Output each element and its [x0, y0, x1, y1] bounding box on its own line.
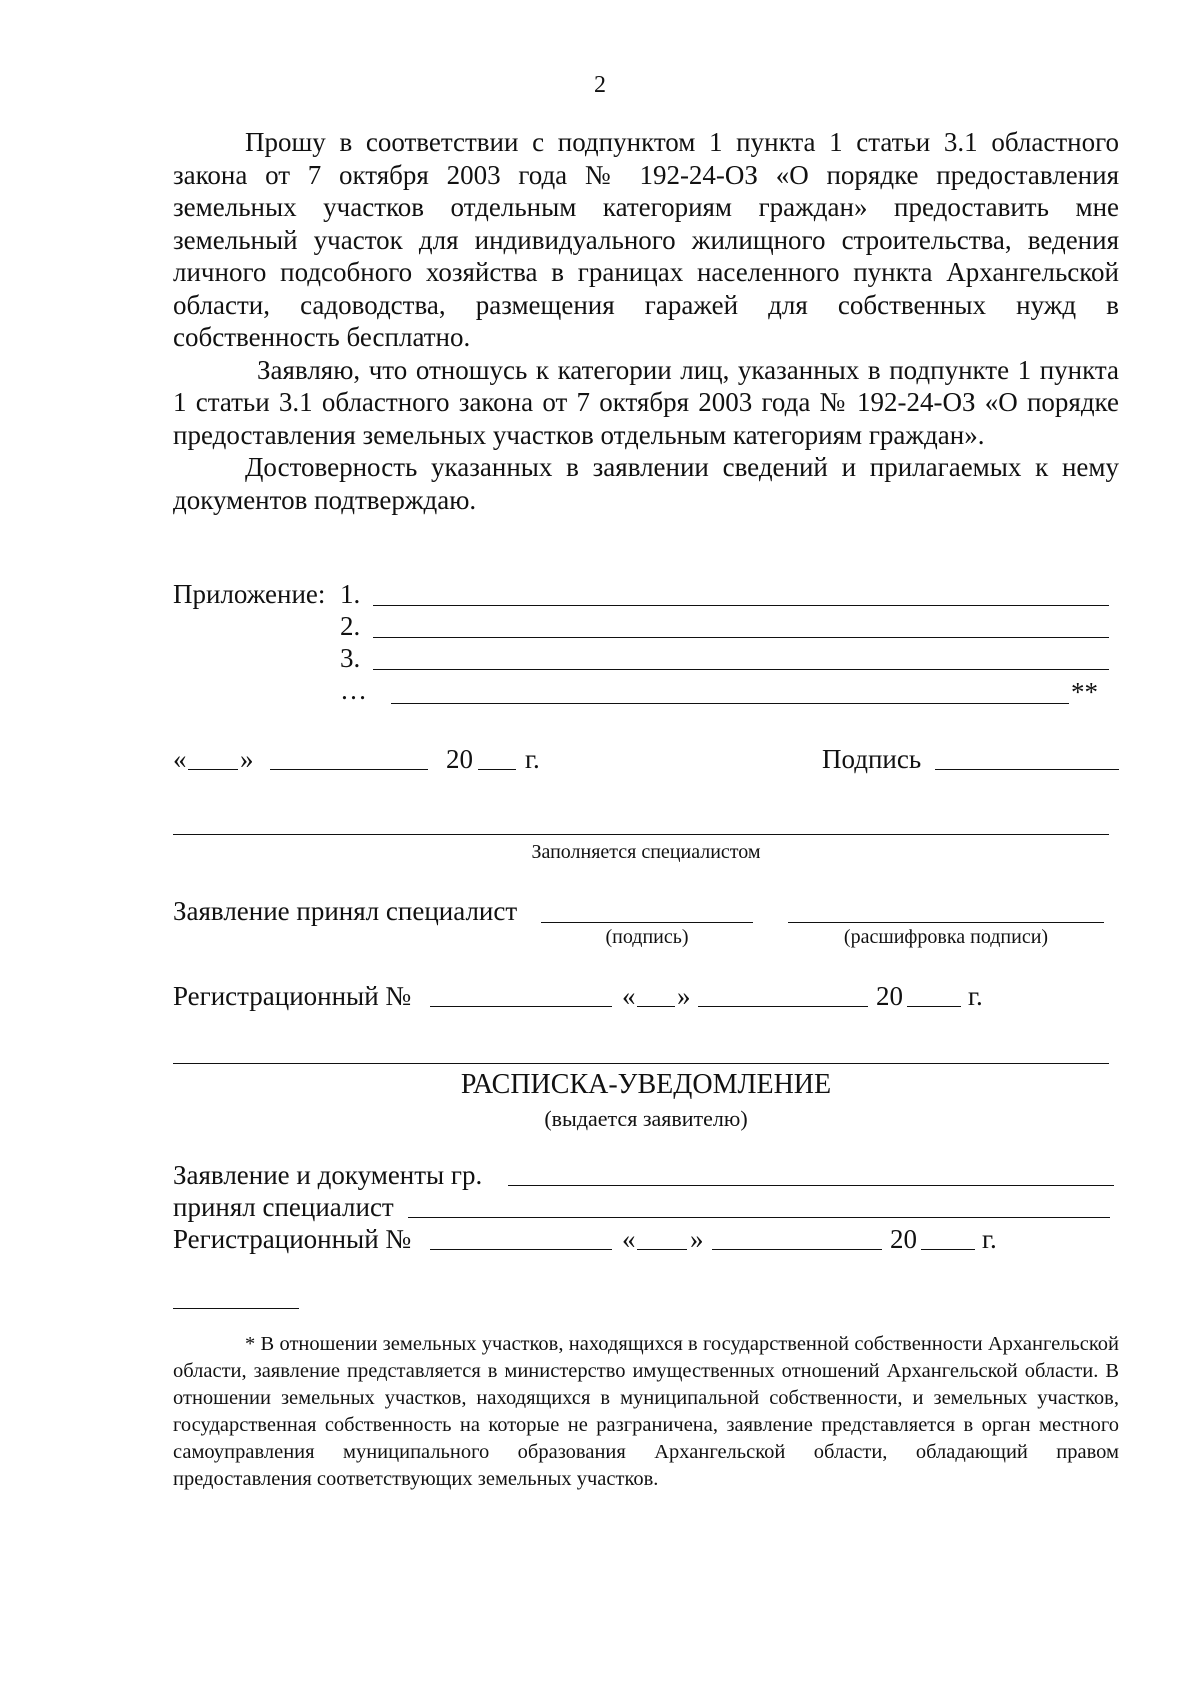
- date-day-field[interactable]: [188, 769, 238, 770]
- specialist-reg-label: Регистрационный №: [173, 981, 412, 1011]
- attachment-footnote-mark: **: [1071, 677, 1098, 707]
- footnote-separator: [173, 1308, 299, 1309]
- date-month-field[interactable]: [270, 769, 428, 770]
- attachment-field-more[interactable]: [391, 703, 1069, 704]
- attachment-field-2[interactable]: [373, 637, 1109, 638]
- decoding-caption: (расшифровка подписи): [843, 926, 1049, 948]
- signature-field[interactable]: [935, 769, 1119, 770]
- specialist-year-field[interactable]: [907, 1006, 961, 1007]
- specialist-date-open-quote: «: [622, 981, 636, 1011]
- attachment-number: 1.: [340, 579, 361, 609]
- receipt-date-month-field[interactable]: [712, 1249, 882, 1250]
- receipt-specialist-field[interactable]: [408, 1217, 1110, 1218]
- receipt-subtitle: (выдается заявителю): [544, 1106, 748, 1131]
- specialist-year-prefix: 20: [876, 981, 903, 1011]
- specialist-year-suffix: г.: [968, 981, 983, 1011]
- paragraph-declare: Заявляю, что отношусь к категории лиц, указанных в подпункте 1 пункта 1 статьи 3.1 областного закона от 7 октября 2003 года № 192-24-ОЗ «О порядке предоставления земельных участков отдельным категориям граждан».: [173, 354, 1119, 450]
- footnote-text: * В отношении земельных участков, находящихся в государственной собственности Архангельской области, заявление представляется в министерство имущественных отношений Архангельской области. В отношении земельных участков, находящихся в муниципальной собственности, и земельных участков, государственная собственность на которые не разграничена, заявление представляется в орган местного самоуправления муниципального образования Архангельской области, обладающий правом предоставления соответствующих земельных участков.: [173, 1333, 1119, 1490]
- specialist-decoding-field[interactable]: [788, 922, 1104, 923]
- date-close-quote: »: [240, 744, 254, 774]
- attachment-number: 3.: [340, 643, 361, 673]
- section-divider: [173, 834, 1109, 835]
- attachment-field-3[interactable]: [373, 669, 1109, 670]
- date-open-quote: «: [173, 744, 187, 774]
- attachment-field-1[interactable]: [373, 605, 1109, 606]
- receipt-date-day-field[interactable]: [637, 1249, 687, 1250]
- specialist-date-day-field[interactable]: [637, 1006, 675, 1007]
- receipt-applicant-field[interactable]: [508, 1185, 1114, 1186]
- date-year-field[interactable]: [478, 769, 516, 770]
- receipt-year-field[interactable]: [921, 1249, 975, 1250]
- attachment-number: 2.: [340, 611, 361, 641]
- receipt-accepted-label: принял специалист: [173, 1192, 394, 1222]
- section-divider: [173, 1063, 1109, 1064]
- body-text: [173, 126, 1119, 516]
- signature-caption: (подпись): [605, 926, 689, 948]
- attachments-label: Приложение:: [173, 579, 326, 609]
- page-number: 2: [594, 72, 606, 98]
- receipt-docs-label: Заявление и документы гр.: [173, 1160, 483, 1190]
- receipt-reg-number-field[interactable]: [430, 1249, 612, 1250]
- date-year-prefix: 20: [446, 744, 473, 774]
- signature-label: Подпись: [822, 744, 922, 774]
- paragraph-request: Прошу в соответствии с подпунктом 1 пункта 1 статьи 3.1 областного закона от 7 октября 2003 года № 192-24-ОЗ «О порядке предоставления земельных участков отдельным категориям граждан» предоставить мне земельный участок для индивидуального жилищного строительства, ведения личного подсобного хозяйства в границах населенного пункта Архангельской области, садоводства, размещения гаражей для собственных нужд в собственность бесплатно.: [173, 127, 1119, 352]
- receipt-year-suffix: г.: [982, 1224, 997, 1254]
- receipt-year-prefix: 20: [890, 1224, 917, 1254]
- receipt-date-open-quote: «: [622, 1224, 636, 1254]
- paragraph-confirm: Достоверность указанных в заявлении сведений и прилагаемых к нему документов подтверждаю.: [173, 452, 1119, 515]
- attachment-number: …: [340, 675, 367, 705]
- receipt-date-close-quote: »: [690, 1224, 704, 1254]
- receipt-title: РАСПИСКА-УВЕДОМЛЕНИЕ: [460, 1069, 832, 1100]
- specialist-signature-field[interactable]: [541, 922, 753, 923]
- specialist-date-close-quote: »: [677, 981, 691, 1011]
- date-year-suffix: г.: [525, 744, 540, 774]
- specialist-caption: Заполняется специалистом: [531, 841, 761, 863]
- receipt-reg-label: Регистрационный №: [173, 1224, 412, 1254]
- specialist-date-month-field[interactable]: [698, 1006, 868, 1007]
- specialist-accepted-label: Заявление принял специалист: [173, 896, 518, 926]
- specialist-reg-number-field[interactable]: [430, 1006, 612, 1007]
